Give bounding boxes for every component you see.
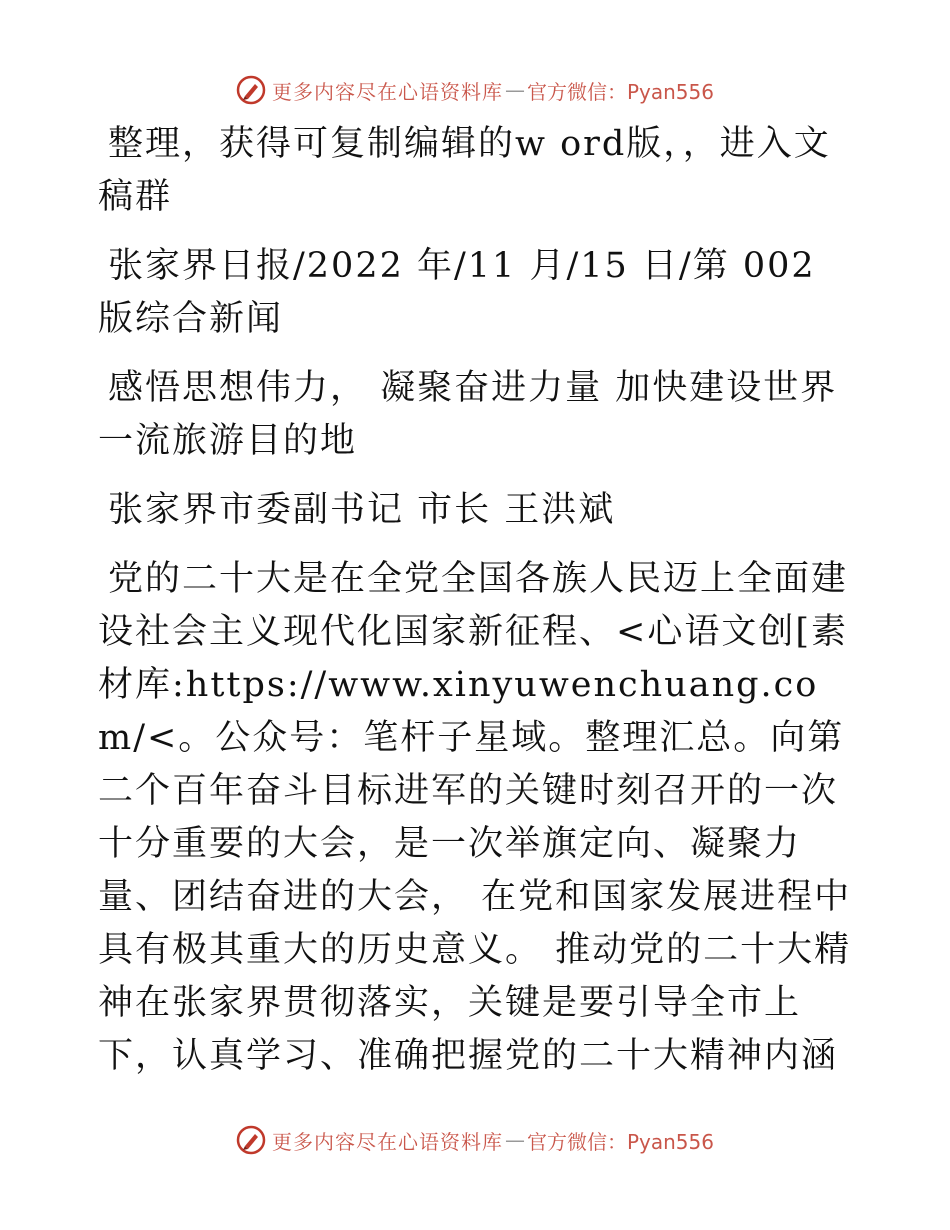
paragraph-body: 党的二十大是在全党全国各族人民迈上全面建设社会主义现代化国家新征程、<心语文创[素材库:https://www.xinyuwenchuang.com/<。公众号：笔杆子星域。整理汇总。向第二个百年奋斗目标进军的关键时刻召开的一次十分重要的大会，是一次举旗定向、凝聚力量、团结奋进的大会， 在党和国家发展进程中具有极其重大的历史意义。 推动党的二十大精神在张家界贯彻落实，关键是要引导全市上下，认真学习、准确把握党的二十大精神内涵 — [98, 559, 852, 1076]
document-body — [98, 118, 858, 1099]
paragraph-intro: 整理，获得可复制编辑的w ord版，，进入文稿群 — [98, 124, 831, 217]
pen-logo-icon — [236, 1125, 266, 1155]
paragraph-headline: 感悟思想伟力， 凝聚奋进力量 加快建设世界一流旅游目的地 — [98, 368, 838, 461]
watermark-dash: — — [504, 1128, 525, 1152]
watermark-wechat: 官方微信：Pyan556 — [526, 1129, 714, 1154]
paragraph-author: 张家界市委副书记 市长 王洪斌 — [108, 490, 616, 530]
watermark-wechat: 官方微信：Pyan556 — [526, 79, 714, 104]
paragraph-source: 张家界日报/2022 年/11 月/15 日/第 002 版综合新闻 — [98, 246, 816, 339]
pen-logo-icon — [236, 75, 266, 105]
watermark-text: 更多内容尽在心语资料库 — [271, 79, 503, 104]
watermark-banner-bottom — [0, 1120, 950, 1160]
watermark-text: 更多内容尽在心语资料库 — [271, 1129, 503, 1154]
watermark-banner-top — [0, 70, 950, 110]
watermark-dash: — — [504, 78, 525, 102]
